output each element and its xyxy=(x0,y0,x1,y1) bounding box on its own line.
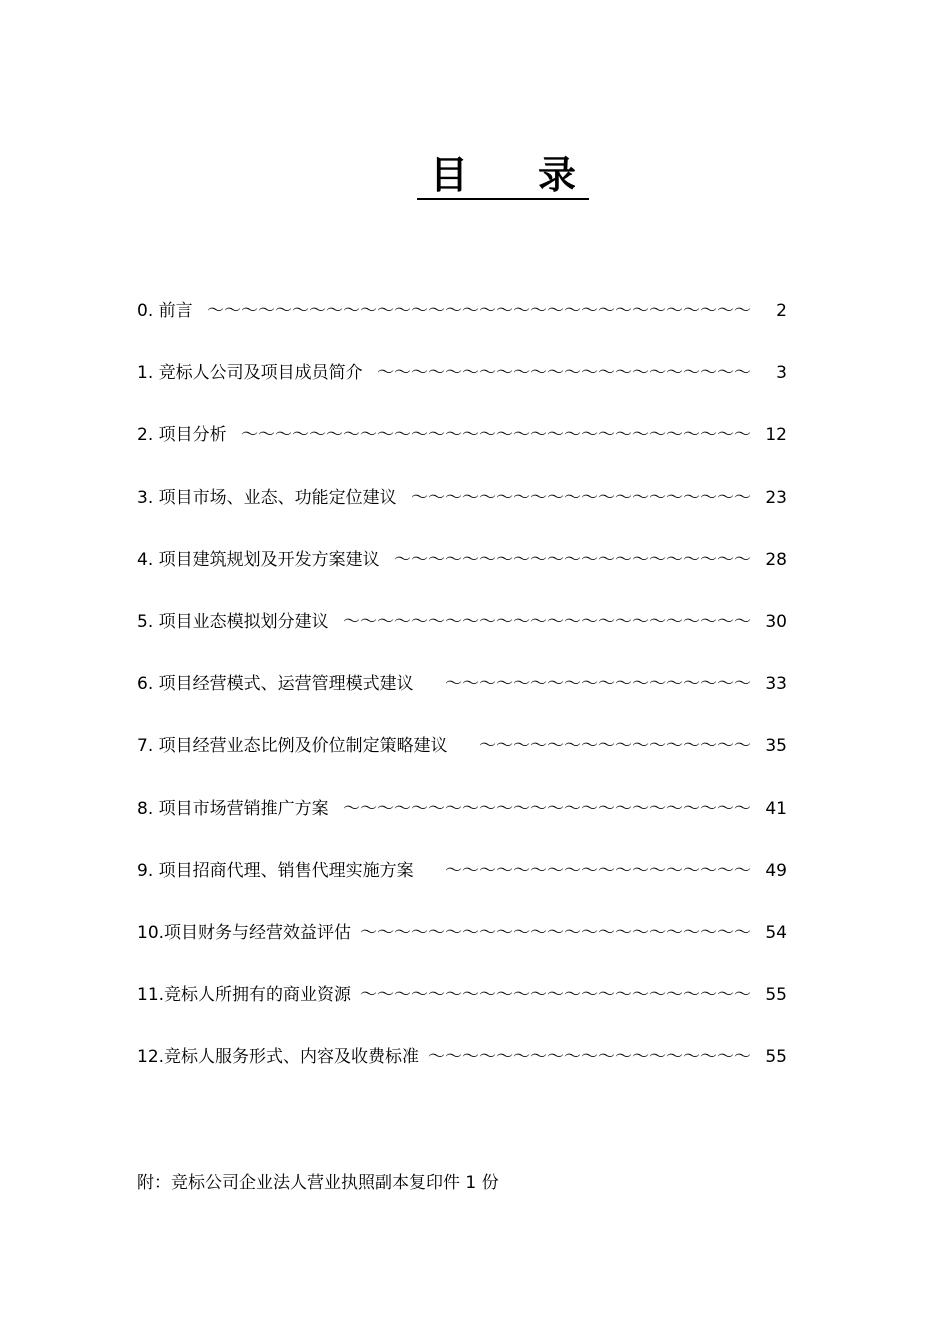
toc-entry-label: 项目业态模拟划分建议 xyxy=(158,611,329,632)
toc-page-number: 30 xyxy=(765,611,787,632)
page-title xyxy=(417,152,589,200)
toc-entry-number: 2. xyxy=(137,425,154,446)
toc-leader: ～～～～～～～～～～～～～～～～～～～～～～ xyxy=(377,363,751,384)
toc-leader: ～～～～～～～～～～～～～～～～～～～～ xyxy=(411,487,751,508)
toc-entry-8 xyxy=(137,792,787,854)
toc-entry-2 xyxy=(137,418,787,480)
toc-entry-number: 0. xyxy=(137,301,154,321)
toc-entry-number: 4. xyxy=(137,549,154,570)
toc-leader: ～～～～～～～～～～～～～～～～～～～～～～～ xyxy=(360,922,751,943)
toc-entry-number: 12. xyxy=(137,1047,165,1068)
toc-page-number: 3 xyxy=(776,363,787,384)
toc-page-number: 41 xyxy=(765,798,787,819)
toc-page-number: 55 xyxy=(765,1047,787,1068)
toc-entry-label: 项目分析 xyxy=(158,425,227,446)
toc-entry-label: 项目市场营销推广方案 xyxy=(158,798,329,819)
title-char-1: 目 xyxy=(430,153,469,197)
toc-entry-label: 项目市场、业态、功能定位建议 xyxy=(158,487,397,508)
toc-entry-label: 项目经营业态比例及价位制定策略建议 xyxy=(158,736,448,757)
toc-leader: ～～～～～～～～～～～～～～～～～～～～～ xyxy=(394,549,751,570)
toc-entry-number: 3. xyxy=(137,487,154,508)
toc-entry-1 xyxy=(137,356,787,418)
table-of-contents xyxy=(137,294,787,1102)
toc-entry-number: 1. xyxy=(137,363,154,384)
toc-leader: ～～～～～～～～～～～～～～～～～～～ xyxy=(428,1047,751,1068)
toc-entry-label: 竞标人服务形式、内容及收费标准 xyxy=(164,1047,420,1068)
toc-leader: ～～～～～～～～～～～～～～～～～～～～～～～ xyxy=(360,985,751,1006)
appendix-note: 附：竞标公司企业法人营业执照副本复印件 1 份 xyxy=(137,1173,499,1193)
toc-page-number: 35 xyxy=(765,736,787,757)
toc-entry-number: 8. xyxy=(137,798,154,819)
toc-entry-6 xyxy=(137,667,787,729)
toc-page-number: 12 xyxy=(765,425,787,446)
toc-page-number: 54 xyxy=(765,922,787,943)
toc-entry-label: 项目经营模式、运营管理模式建议 xyxy=(158,674,414,695)
toc-entry-label: 竞标人公司及项目成员简介 xyxy=(158,363,363,384)
toc-entry-12 xyxy=(137,1040,787,1102)
toc-page-number: 28 xyxy=(765,549,787,570)
toc-entry-label: 项目招商代理、销售代理实施方案 xyxy=(158,860,414,881)
toc-entry-10 xyxy=(137,916,787,978)
toc-entry-number: 7. xyxy=(137,736,154,757)
toc-page-number: 49 xyxy=(765,860,787,881)
toc-entry-11 xyxy=(137,978,787,1040)
toc-leader: ～～～～～～～～～～～～～～～～～～～～～～～～ xyxy=(343,798,751,819)
toc-leader: ～～～～～～～～～～～～～～～～～～ xyxy=(445,860,751,881)
toc-entry-5 xyxy=(137,605,787,667)
toc-entry-label: 竞标人所拥有的商业资源 xyxy=(164,985,352,1006)
toc-leader: ～～～～～～～～～～～～～～～～～～～～～～～～～～～～～～～～ xyxy=(207,301,751,321)
toc-entry-9 xyxy=(137,854,787,916)
toc-entry-label: 项目财务与经营效益评估 xyxy=(164,922,352,943)
toc-entry-0 xyxy=(137,294,787,356)
toc-leader: ～～～～～～～～～～～～～～～～ xyxy=(479,736,751,757)
toc-page-number: 23 xyxy=(765,487,787,508)
toc-leader: ～～～～～～～～～～～～～～～～～～～～～～～～ xyxy=(343,611,751,632)
toc-leader: ～～～～～～～～～～～～～～～～～～～～～～～～～～～～～～ xyxy=(241,425,751,446)
toc-entry-label: 项目建筑规划及开发方案建议 xyxy=(158,549,380,570)
toc-leader: ～～～～～～～～～～～～～～～～～～ xyxy=(445,674,751,695)
title-char-2: 录 xyxy=(538,153,577,197)
toc-entry-number: 5. xyxy=(137,611,154,632)
toc-entry-7 xyxy=(137,729,787,791)
toc-entry-number: 9. xyxy=(137,860,154,881)
toc-page-number: 33 xyxy=(765,674,787,695)
toc-entry-4 xyxy=(137,543,787,605)
toc-entry-3 xyxy=(137,481,787,543)
toc-page-number: 2 xyxy=(776,301,787,321)
toc-entry-number: 10. xyxy=(137,922,165,943)
toc-entry-label: 前言 xyxy=(158,301,193,321)
toc-entry-number: 11. xyxy=(137,985,165,1006)
toc-entry-number: 6. xyxy=(137,674,154,695)
toc-page-number: 55 xyxy=(765,985,787,1006)
